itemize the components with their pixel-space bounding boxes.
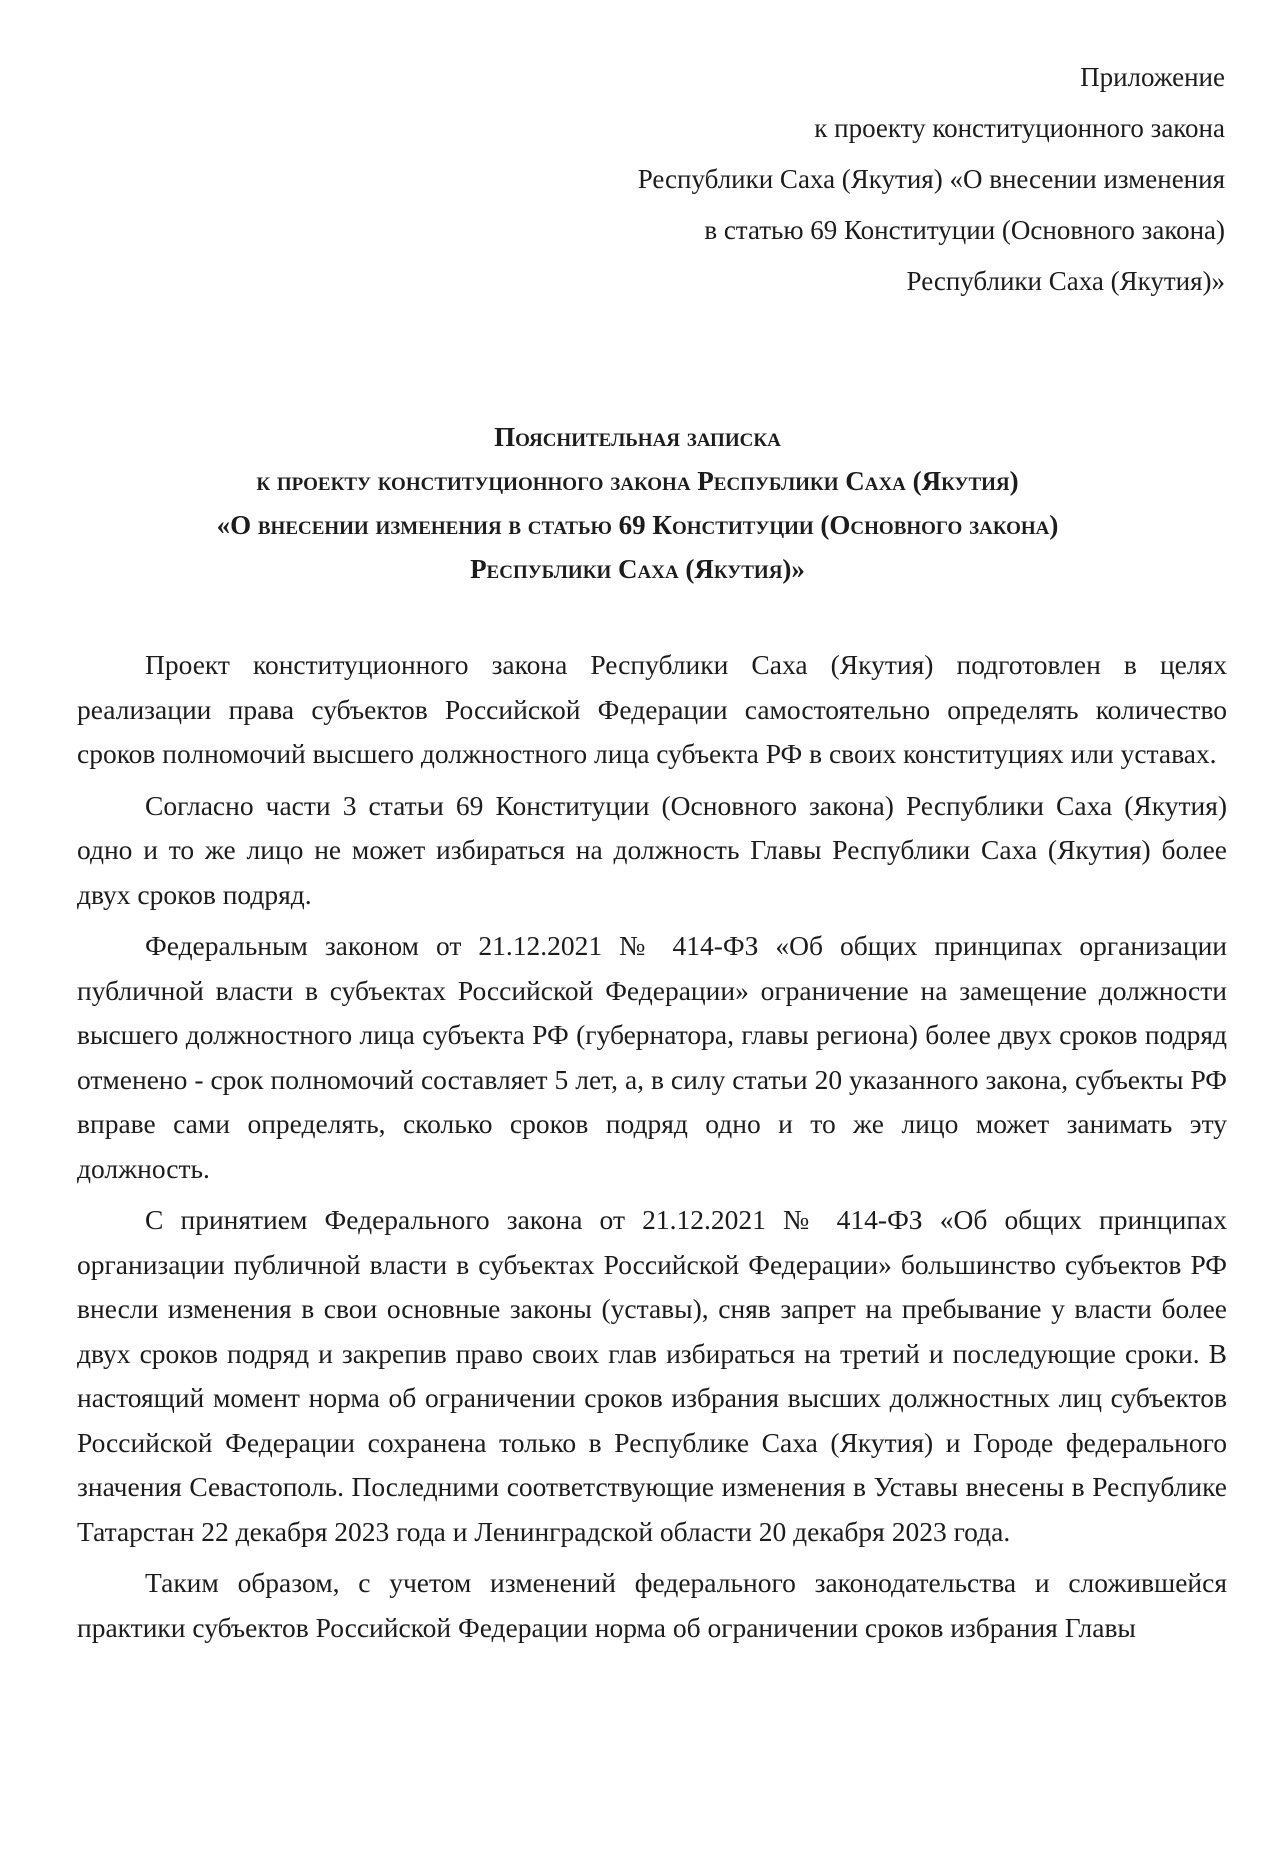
title-line: Пояснительная записка xyxy=(494,422,781,452)
appendix-line: Приложение xyxy=(1080,62,1225,92)
title-line: «О внесении изменения в статью 69 Конституции (Основного закона) xyxy=(216,510,1059,540)
title-line: Республики Саха (Якутия)» xyxy=(470,554,805,584)
paragraph: Проект конституционного закона Республики Саха (Якутия) подготовлен в целях реализации права субъектов Российской Федерации самостоятельно определять количество сроков полномочий высшего должностного лица субъекта РФ в своих конституциях или уставах. xyxy=(77,649,1227,769)
document-body xyxy=(77,643,1227,1657)
paragraph: С принятием Федерального закона от 21.12.2021 № 414-ФЗ «Об общих принципах организации публичной власти в субъектах Российской Федерации» большинство субъектов РФ внесли изменения в свои основные законы (уставы), сняв запрет на пребывание у власти более двух сроков подряд и закрепив право своих глав избираться на третий и последующие сроки. В настоящий момент норма об ограничении сроков избрания высших должностных лиц субъектов Российской Федерации сохранена только в Республике Саха (Якутия) и Городе федерального значения Севастополь. Последними соответствующие изменения в Уставы внесены в Республике Татарстан 22 декабря 2023 года и Ленинградской области 20 декабря 2023 года. xyxy=(77,1204,1227,1547)
appendix-block xyxy=(425,52,1225,307)
document-title xyxy=(0,415,1275,591)
appendix-line: к проекту конституционного закона xyxy=(814,113,1225,143)
title-line: к проекту конституционного закона Республики Саха (Якутия) xyxy=(256,466,1019,496)
paragraph: Согласно части 3 статьи 69 Конституции (Основного закона) Республики Саха (Якутия) одно и то же лицо не может избираться на должность Главы Республики Саха (Якутия) более двух сроков подряд. xyxy=(77,789,1227,910)
paragraph: Федеральным законом от 21.12.2021 № 414-ФЗ «Об общих принципах организации публичной власти в субъектах Российской Федерации» ограничение на замещение должности высшего должностного лица субъекта РФ (губернатора, главы региона) более двух сроков подряд отменено - срок полномочий составляет 5 лет, а, в силу статьи 20 указанного закона, субъекты РФ вправе сами определять, сколько сроков подряд одно и то же лицо может занимать эту должность. xyxy=(77,930,1227,1184)
appendix-line: Республики Саха (Якутия)» xyxy=(906,266,1225,296)
paragraph: Таким образом, с учетом изменений федерального законодательства и сложившейся практики субъектов Российской Федерации норма об ограничении сроков избрания Главы xyxy=(77,1567,1227,1643)
appendix-line: Республики Саха (Якутия) «О внесении изменения xyxy=(637,164,1225,194)
appendix-line: в статью 69 Конституции (Основного закона) xyxy=(704,215,1225,245)
